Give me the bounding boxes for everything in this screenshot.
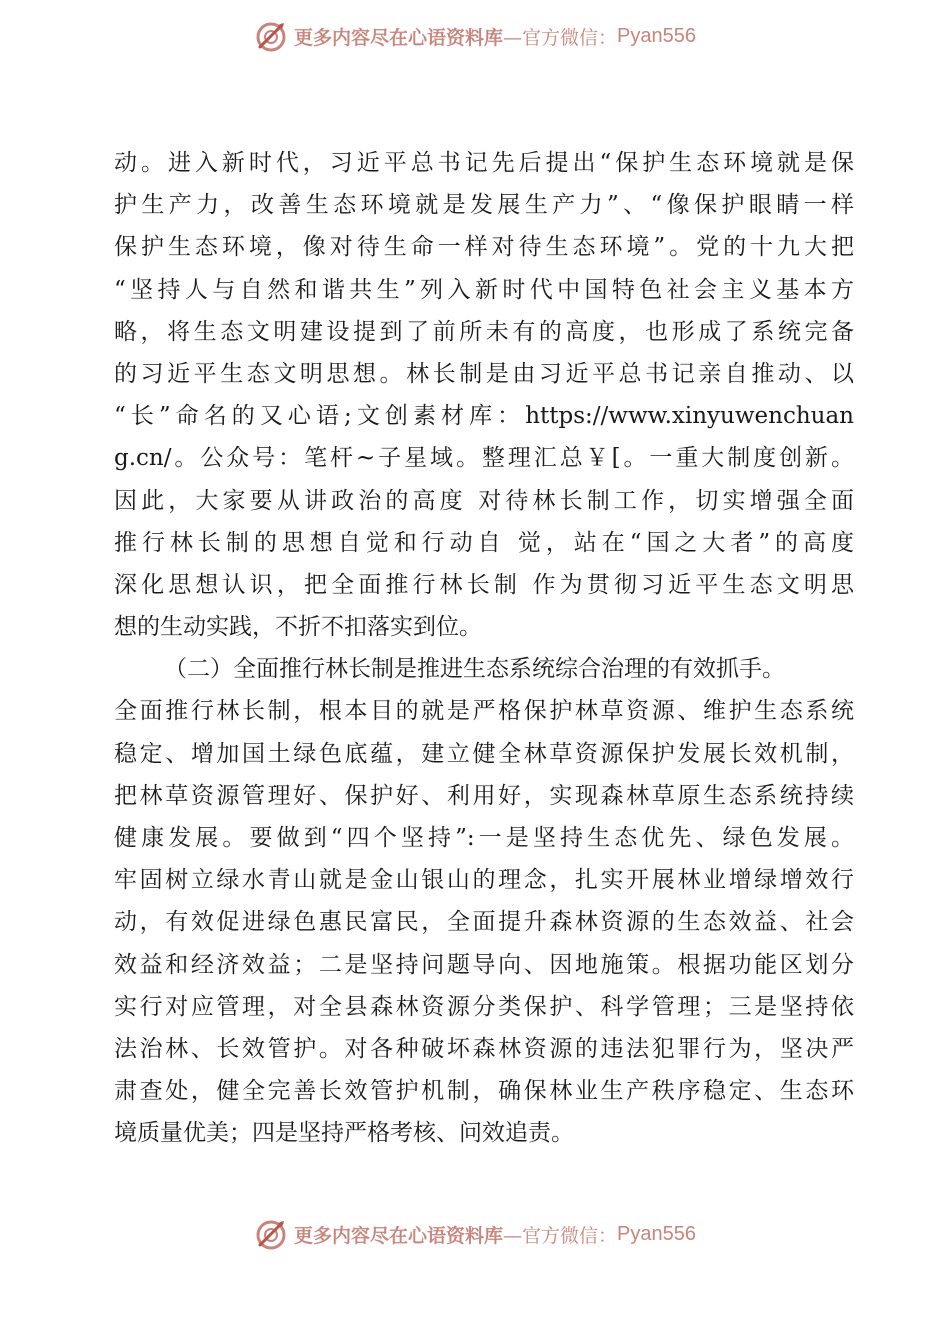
- header-watermark: [0, 16, 950, 56]
- text-line: 境质量优美；四是坚持严格考核、问效追责。: [114, 1120, 574, 1147]
- logo-icon: [254, 19, 288, 53]
- text-line: 因此，大家要从讲政治的高度 对待林长制工作，切实增强全面: [114, 487, 854, 514]
- text-line: 全面推行林长制，根本目的就是严格保护林草资源、维护生态系统: [114, 698, 854, 725]
- text-line: 健康发展。要做到“四个坚持”:一是坚持生态优先、绿色发展。: [114, 825, 854, 851]
- watermark-wechat-id: Pyan556: [617, 1222, 696, 1245]
- watermark-sub-text: —官方微信：: [503, 26, 618, 49]
- text-line: 法治林、长效管护。对各种破坏森林资源的违法犯罪行为，坚决严: [114, 1035, 854, 1062]
- watermark-wechat-id: Pyan556: [617, 24, 696, 47]
- text-line: 的习近平生态文明思想。林长制是由习近平总书记亲自推动、以: [114, 360, 854, 387]
- text-line: “长”命名的又心语;文创素材库：https://www.xinyuwenchuan: [114, 403, 854, 430]
- document-body: [114, 142, 854, 1155]
- logo-icon: [254, 1217, 288, 1251]
- watermark-main-text: 更多内容尽在心语资料库: [294, 26, 504, 49]
- text-line: 深化思想认识，把全面推行林长制 作为贯彻习近平生态文明思: [114, 571, 854, 598]
- text-line: 保护生态环境，像对待生命一样对待生态环境”。党的十九大把: [114, 234, 854, 261]
- text-line: g.cn/。公众号：笔杆~子星域。整理汇总￥[。一重大制度创新。: [114, 445, 854, 472]
- watermark-main-text: 更多内容尽在心语资料库: [294, 1224, 504, 1247]
- text-line: 肃查处，健全完善长效管护机制，确保林业生产秩序稳定、生态环: [114, 1078, 854, 1105]
- paragraph-1: [114, 142, 854, 648]
- text-line: 效益和经济效益；二是坚持问题导向、因地施策。根据功能区划分: [114, 951, 854, 978]
- text-line: 护生产力，改善生态环境就是发展生产力”、“像保护眼睛一样: [114, 192, 854, 219]
- text-line: 动，有效促进绿色惠民富民，全面提升森林资源的生态效益、社会: [114, 909, 854, 936]
- text-line: 把林草资源管理好、保护好、利用好，实现森林草原生态系统持续: [114, 782, 854, 809]
- footer-watermark: [0, 1214, 950, 1254]
- text-line: 动。进入新时代，习近平总书记先后提出“保护生态环境就是保: [114, 150, 854, 176]
- text-line: 稳定、增加国土绿色底蕴，建立健全林草资源保护发展长效机制，: [114, 740, 854, 767]
- text-line: “坚持人与自然和谐共生”列入新时代中国特色社会主义基本方: [114, 276, 854, 303]
- text-line: 牢固树立绿水青山就是金山银山的理念，扎实开展林业增绿增效行: [114, 867, 854, 894]
- text-line: 略，将生态文明建设提到了前所未有的高度，也形成了系统完备: [114, 318, 854, 345]
- watermark-sub-text: —官方微信：: [503, 1224, 618, 1247]
- text-line: 实行对应管理，对全县森林资源分类保护、科学管理；三是坚持依: [114, 993, 854, 1020]
- text-line: 推行林长制的思想自觉和行动自 觉，站在“国之大者”的高度: [114, 529, 854, 556]
- section-heading-line: （二）全面推行林长制是推进生态系统综合治理的有效抓手。: [164, 656, 785, 683]
- paragraph-2: [114, 648, 854, 1154]
- text-line: 想的生动实践，不折不扣落实到位。: [114, 614, 482, 641]
